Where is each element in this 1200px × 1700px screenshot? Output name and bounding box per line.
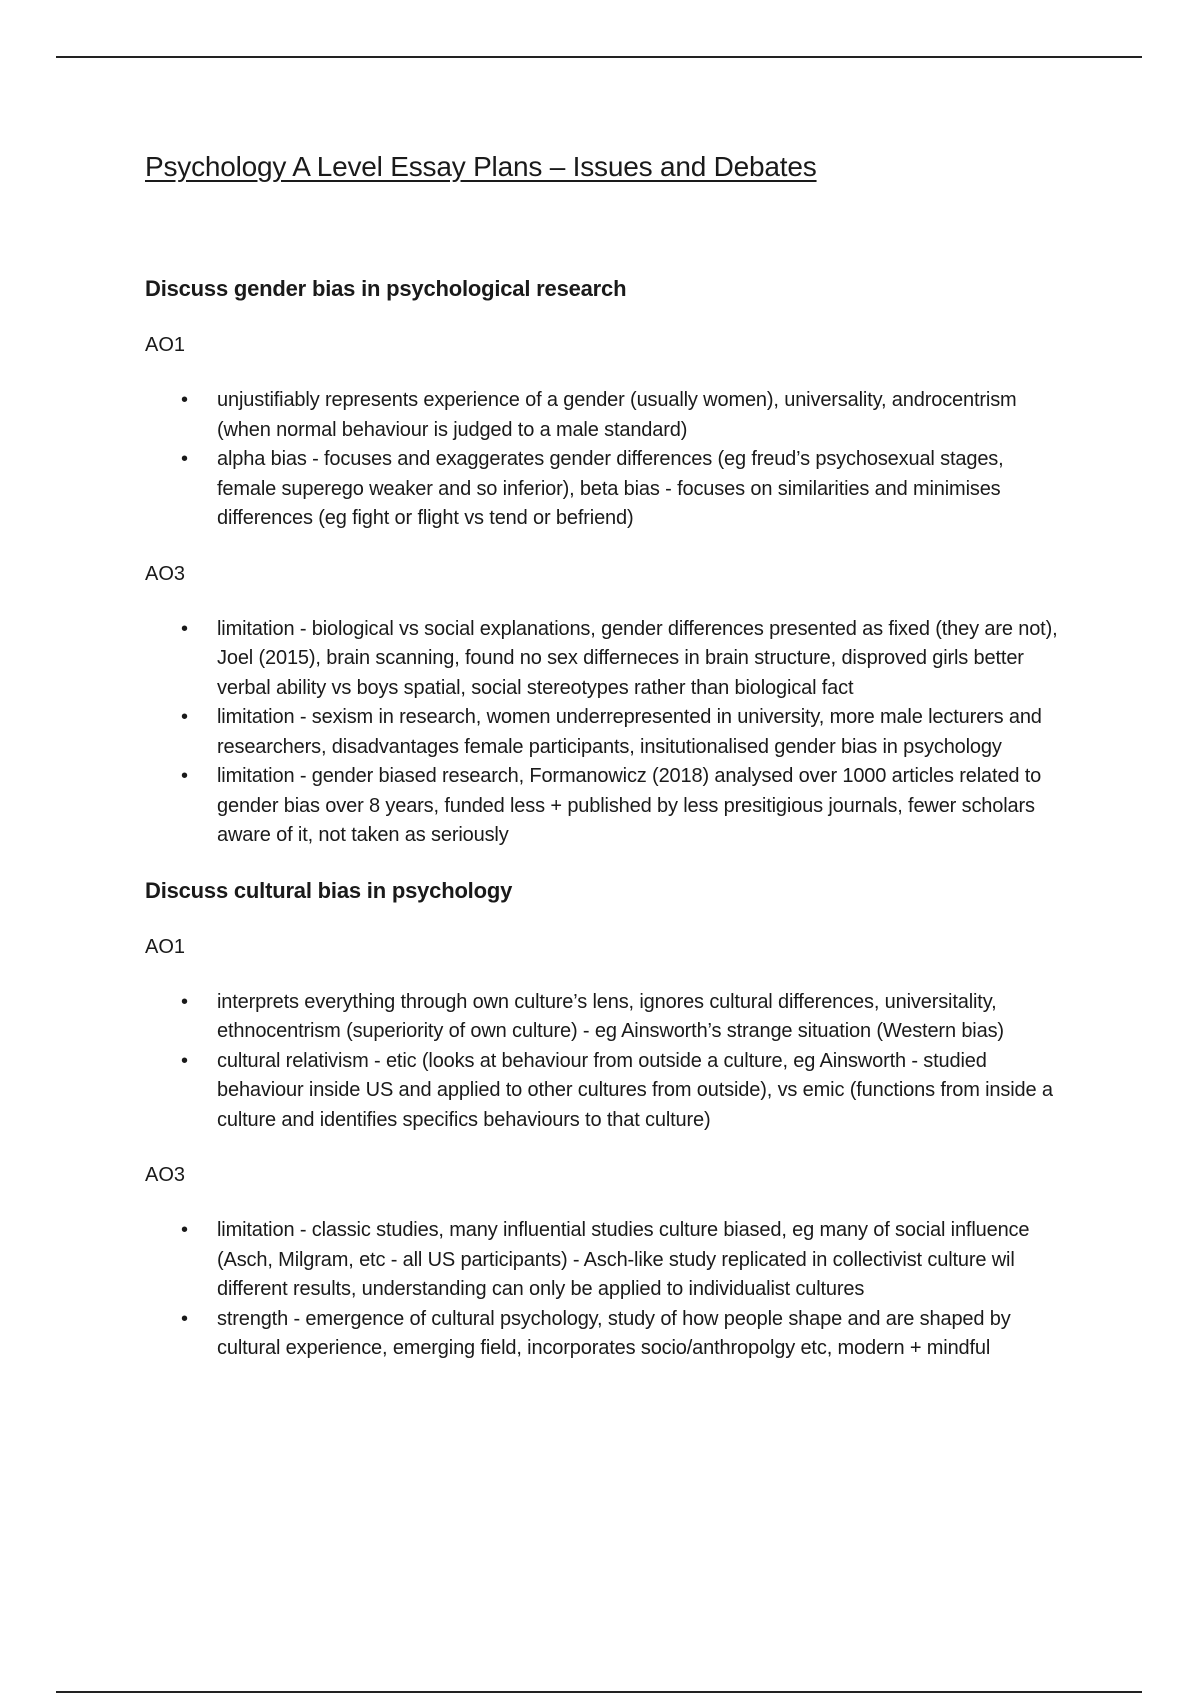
list-item: • cultural relativism - etic (looks at behaviour from outside a culture, eg Ainsworth - studied behaviour inside US and applied to other cultures from outside), vs emic (functions from inside a culture and identifies specifics behaviours to that culture): [217, 1047, 1065, 1136]
section-gender-bias: [145, 273, 1065, 851]
ao3-label: AO3: [145, 1164, 186, 1186]
section-cultural-bias: [145, 875, 1065, 1364]
section-heading: Discuss gender bias in psychological research: [145, 276, 627, 301]
bottom-rule: [56, 1691, 1142, 1693]
document-body: [145, 145, 1065, 1364]
top-rule: [56, 56, 1142, 58]
ao1-list: [145, 386, 1065, 534]
list-item: • unjustifiably represents experience of a gender (usually women), universality, androcentrism (when normal behaviour is judged to a male standard): [217, 386, 1065, 445]
ao1-label: AO1: [145, 935, 186, 958]
ao3-list: [145, 1216, 1065, 1364]
section-heading: Discuss cultural bias in psychology: [145, 877, 513, 903]
ao1-list: [145, 988, 1065, 1136]
list-item: • alpha bias - focuses and exaggerates gender differences (eg freud’s psychosexual stages, female superego weaker and so inferior), beta bias - focuses on similarities and minimises differences (eg fight or flight vs tend or befriend): [217, 445, 1065, 534]
ao3-list: [145, 615, 1065, 851]
ao3-label: AO3: [145, 562, 186, 585]
ao1-label: AO1: [145, 334, 186, 356]
list-item: • limitation - biological vs social explanations, gender differences presented as fixed (they are not), Joel (2015), brain scanning, found no sex differneces in brain structure, disproved girls better verbal ability vs boys spatial, social stereotypes rather than biological fact: [217, 615, 1065, 704]
page-title: Psychology A Level Essay Plans – Issues and Debates: [145, 151, 817, 182]
list-item: • interprets everything through own culture’s lens, ignores cultural differences, universitality, ethnocentrism (superiority of own culture) - eg Ainsworth’s strange situation (Western bias): [217, 988, 1065, 1047]
list-item: • limitation - gender biased research, Formanowicz (2018) analysed over 1000 articles related to gender bias over 8 years, funded less + published by less presitigious journals, fewer scholars aware of it, not taken as seriously: [217, 762, 1065, 851]
list-item: • strength - emergence of cultural psychology, study of how people shape and are shaped by cultural experience, emerging field, incorporates socio/anthropolgy etc, modern + mindful: [217, 1305, 1065, 1364]
list-item: • limitation - classic studies, many influential studies culture biased, eg many of social influence (Asch, Milgram, etc - all US participants) - Asch-like study replicated in collectivist culture wil different results, understanding can only be applied to individualist cultures: [217, 1216, 1065, 1305]
list-item: • limitation - sexism in research, women underrepresented in university, more male lecturers and researchers, disadvantages female participants, insitutionalised gender bias in psychology: [217, 703, 1065, 762]
